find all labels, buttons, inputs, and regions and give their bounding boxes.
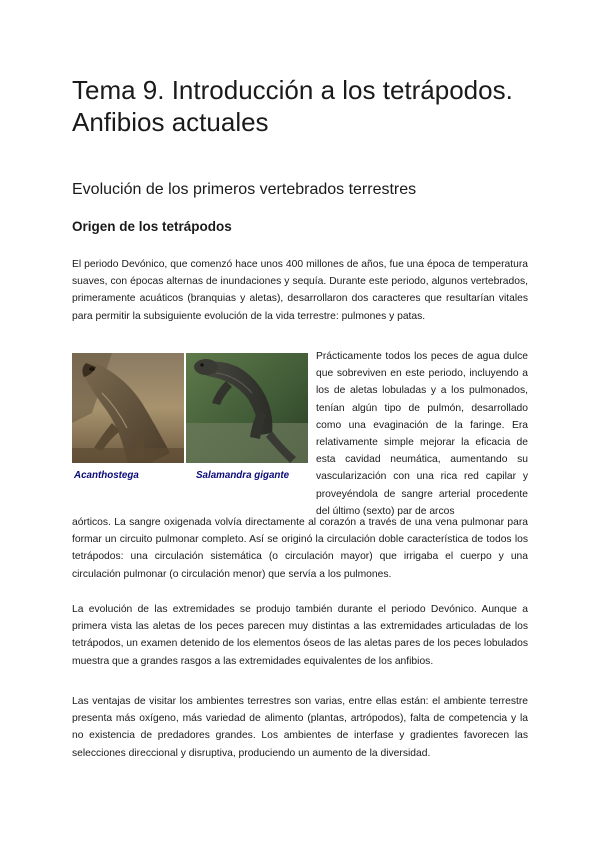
salamander-photo bbox=[186, 353, 308, 463]
paragraph-ventajas: Las ventajas de visitar los ambientes terrestres son varias, entre ellas están: el ambiente terrestre presenta más oxígeno, más variedad de alimento (plantas, artrópodos), falta de competencia y la no existencia de predadores grandes. Los ambientes de interfase y gradientes favorecen las selecciones direccional y disruptiva, produciendo un aumento de la diversidad. bbox=[72, 696, 528, 759]
figure-tetrapods bbox=[72, 353, 308, 493]
caption-salamandra: Salamandra gigante bbox=[196, 470, 290, 481]
caption-acanthostega: Acanthostega bbox=[74, 470, 139, 481]
paragraph-extremidades: La evolución de las extremidades se produjo también durante el periodo Devónico. Aunque a primera vista las aletas de los peces parecen muy distintas a las extremidades articuladas de los tetrápodos, un examen detenido de los elementos óseos de las aletas pares de los peces lobulados muestra que a grandes rasgos a las extremidades equivalentes de los anfibios. bbox=[72, 604, 528, 667]
paragraph-circulacion: aórticos. La sangre oxigenada volvía directamente al corazón a través de una vena pulmonar para formar un circuito pulmonar completo. Así se originó la circulación doble característica de todos los tetrápodos: una circulación sistemática (o circulación mayor) que irrigaba el cuerpo y una circulación pulmonar (o circulación menor) que servía a los pulmones. bbox=[72, 517, 528, 580]
title-line-2: Anfibios actuales bbox=[72, 107, 269, 137]
document-title bbox=[72, 74, 552, 138]
acanthostega-photo bbox=[72, 353, 184, 463]
title-line-1: Tema 9. Introducción a los tetrápodos. bbox=[72, 75, 513, 105]
section-subtitle: Evolución de los primeros vertebrados terrestres bbox=[72, 181, 417, 198]
paragraph-pulmones-wrap: Prácticamente todos los peces de agua dulce que sobreviven en este periodo, incluyendo a los de aletas lobuladas y a los pulmonados, tenían algún tipo de pulmón, desarrollado como una evaginación de la faringe. Era relativamente simple mejorar la eficacia de esta cavidad neumática, aumentando su vascularización con una rica red capilar y proveyéndola de sangre arterial procedente del último (sexto) par de arcos bbox=[316, 351, 528, 517]
section-heading: Origen de los tetrápodos bbox=[72, 219, 232, 234]
paragraph-devonico: El periodo Devónico, que comenzó hace unos 400 millones de años, fue una época de temperatura suaves, con épocas alternas de inundaciones y sequía. Durante este periodo, algunos vertebrados, primeramente acuáticos (branquias y aletas), desarrollaron dos caracteres que resultarían vitales para permitir la subsiguiente evolución de la vida terrestre: pulmones y patas. bbox=[72, 259, 528, 322]
